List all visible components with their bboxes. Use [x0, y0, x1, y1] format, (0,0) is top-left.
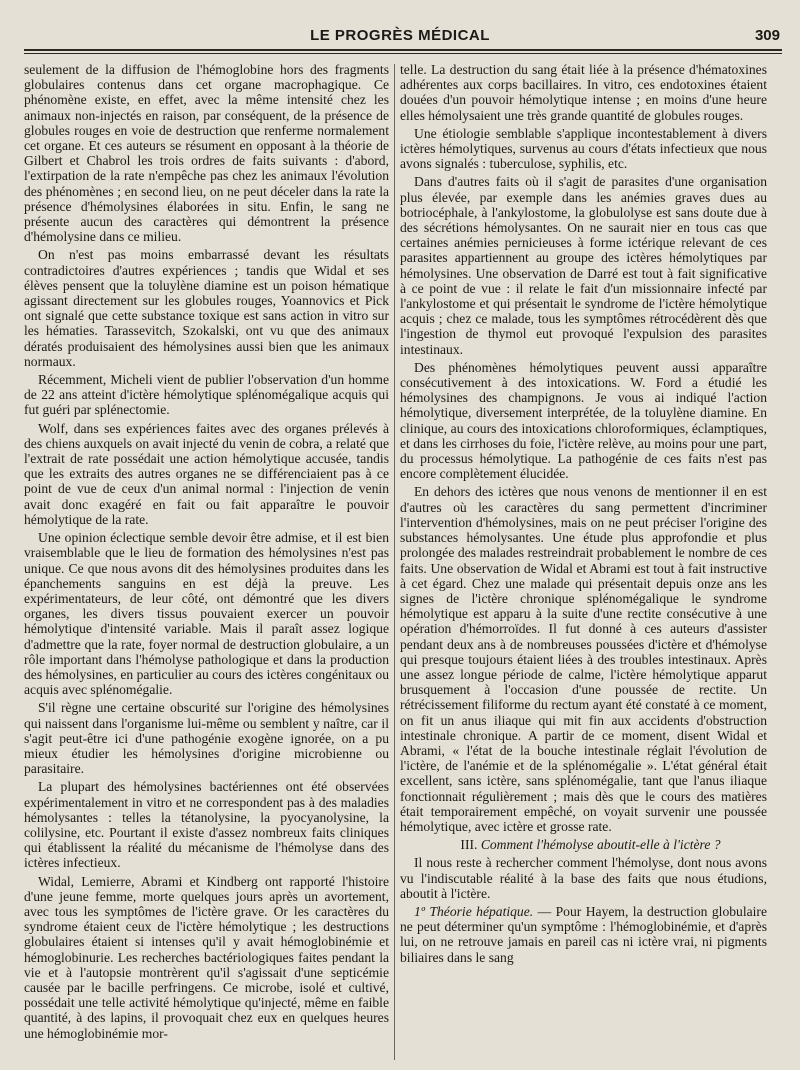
section-heading	[400, 837, 767, 852]
column-divider	[394, 64, 395, 1060]
paragraph: Dans d'autres faits où il s'agit de parasites d'une organisation plus élevée, par exemple dans les anémies graves dues au botriocéphale, à l'ankylostome, la globulolyse est sans doute due à des sécrétions hémolysantes. On ne saurait nier en tous cas que certaines anémies pernicieuses à forme ictérique relevant de ces parasites appartiennent au groupe des ictères hémolytiques par hémolysines. Une observation de Darré est tout à fait significative à ce point de vue : il relate le fait d'un missionnaire infecté par l'ankylostome et qui présentait le syndrome de l'ictère hémolytique acquis ; chez ce malade, tous les symptômes rétrocédèrent dès que l'ingestion de thymol eut provoqué l'expulsion des parasites intestinaux.	[400, 174, 767, 357]
paragraph	[400, 904, 767, 965]
section-number: III.	[460, 837, 478, 853]
paragraph: Des phénomènes hémolytiques peuvent aussi apparaître consécutivement à des intoxications. W. Ford a étudié les hémolysines des champignons. Je vous ai indiqué l'action hémolytique, diversement interprétée, de la toluylène diamine. En clinique, au cours des intoxications chloroformiques, éclamptiques, et dans les cirrhoses du foie, l'ictère relève, au moins pour une part, du processus hémolytique. La pathogénie de ces faits n'est pas encore complètement élucidée.	[400, 359, 767, 482]
paragraph: Une étiologie semblable s'applique incontestablement à divers ictères hémolytiques, survenus au cours d'états infectieux que nous avons signalés : tuberculose, syphilis, etc.	[400, 125, 767, 172]
header-rule	[24, 49, 782, 51]
right-column	[400, 62, 767, 1062]
page-number: 309	[754, 27, 780, 44]
paragraph: La plupart des hémolysines bactériennes ont été observées expérimentalement in vitro et ne correspondent pas à des maladies hémolysantes : telles la tétanolysine, la pyocyanolysine, la colilysine, etc. Pourtant il existe d'assez nombreux faits cliniques qui établissent la réalité du mécanisme de l'hémolyse dans des ictères infectieux.	[24, 779, 389, 871]
paragraph: Une opinion éclectique semble devoir être admise, et il est bien vraisemblable que le lieu de formation des hémolysines n'est pas unique. Ce que nous avons dit des hémolysines produites dans les épanchements sanguins en est déjà la preuve. Les expérimentateurs, de leur côté, ont démontré que les divers organes, les divers tissus pouvaient exercer un pouvoir hémolytique d'intensité variable. Mais il paraît assez logique d'admettre que la rate, foyer normal de destruction globulaire, a un rôle important dans l'hémolyse pathologique et dans la production des hémolysines, en particulier au cours des ictères congénitaux ou acquis avec splénomégalie.	[24, 530, 389, 698]
paragraph: Récemment, Micheli vient de publier l'observation d'un homme de 22 ans atteint d'ictère hémolytique splénomégalique acquis qui fut guéri par splénectomie.	[24, 372, 389, 418]
paragraph: En dehors des ictères que nous venons de mentionner il en est d'autres où les caractères du sang permettent d'incriminer l'intervention d'hémolysines, mais on ne peut préciser l'origine des substances hémolysantes. Une étude plus approfondie et plus prolongée des malades restreindrait probablement le nombre de ces faits. Une observation de Widal et Abrami est tout à fait instructive à cet égard. Chez une malade qui présentait depuis onze ans les signes de l'ictère chronique splénomégalique le syndrome hémolytique est apparu à la suite d'une rectite consécutive à une opération d'hémorroïdes. Il fut donné à ces auteurs d'assister pendant deux ans à de nombreuses poussées d'ictère et d'hémolyse qui presque toujours étaient liées à des troubles intestinaux. Après une assez longue période de calme, l'ictère hémolytique apparut brusquement à l'occasion d'une poussée de rectite. Un rétrécissement filiforme du rectum ayant été constaté à ce moment, on fit un anus iliaque qui mit fin aux accidents d'obstruction intestinale chronique. A partir de ce moment, disent Widal et Abrami, « l'état de la bouche intestinale réglait l'évolution de l'ictère, de l'anémie et de la splénomégalie ». L'état général était excellent, sans ictère, sans splénomégalie, tant que l'anus iliaque fonctionnait régulièrement ; mais dès que le cours des matières était temporairement empêché, on voyait survenir une poussée hémolytique, avec ictère et grosse rate.	[400, 484, 767, 834]
left-column	[24, 62, 389, 1062]
journal-title: LE PROGRÈS MÉDICAL	[310, 27, 490, 44]
section-title: Comment l'hémolyse aboutit-elle à l'ictère ?	[480, 837, 721, 853]
paragraph: On n'est pas moins embarrassé devant les résultats contradictoires d'autres expériences ; tandis que Widal et ses élèves pensent que la toluylène diamine est un poison hématique agissant directement sur les globules rouges, Yoannovics et Pick ont signalé que cette substance toxique est sans action in vitro sur les hématies. Tarassevitch, Szokalski, ont vu que des animaux dératés produisaient des hémolysines aussi bien que les animaux normaux.	[24, 247, 389, 369]
paragraph: seulement de la diffusion de l'hémoglobine hors des fragments globulaires contenus dans cet organe macrophagique. Ce phénomène existe, en effet, avec la même intensité chez les animaux non-injectés en raison, par conséquent, de la présence de globules rouges en voie de destruction que renferme normalement cet organe. Et ces auteurs se résument en opposant à la théorie de Gilbert et Chabrol les trois ordres de faits suivants : d'abord, l'extirpation de la rate n'empêche pas chez les animaux l'évolution des phénomènes ; en second lieu, on ne peut déceler dans la rate la présence d'hémolysines élaborées in situ. Enfin, le sang ne présente aucun des caractères qui démontrent la présence d'hémolysine dans ce milieu.	[24, 62, 389, 245]
subheading: 1º Théorie hépatique.	[414, 903, 534, 919]
paragraph: S'il règne une certaine obscurité sur l'origine des hémolysines qui naissent dans l'organisme lui-même ou semblent y naître, car il s'agit peut-être ici d'une pathogénie exogène ignorée, on a pu mieux étudier les hémolysines d'origine microbienne ou parasitaire.	[24, 700, 389, 777]
paragraph: Widal, Lemierre, Abrami et Kindberg ont rapporté l'histoire d'une jeune femme, morte quelques jours après un avortement, avec tous les symptômes de l'ictère grave. Or les caractères du syndrome étaient ceux de l'ictère hémolytique ; les destructions globulaires étaient si intenses qu'il y avait hémoglobinémie et hémoglobinurie. Les recherches bactériologiques faites pendant la vie et à l'autopsie montrèrent qu'il s'agissait d'une septicémie causée par le bacille perfringens. Ce microbe, isolé et cultivé, possédait une telle activité hémolytique qu'injecté, même en faible quantité, à des lapins, il provoquait chez eux en quelques heures une hémoglobinémie mor-	[24, 873, 389, 1041]
header-rule-thin	[24, 53, 782, 54]
page-header	[0, 0, 800, 62]
paragraph: Wolf, dans ses expériences faites avec des organes prélevés à des chiens auxquels on avait injecté du venin de cobra, a relaté que l'extrait de rate possédait une action hémolytique accusée, tandis que les extraits des autres organes ne se différenciaient pas à ce point de vue de ceux d'un animal normal : l'injection de venin avait donc exagéré en fait ou fait apparaître le pouvoir hémolytique de la rate.	[24, 420, 389, 527]
paragraph: Il nous reste à rechercher comment l'hémolyse, dont nous avons vu l'indiscutable réalité à la base des faits que nous étudions, aboutit à l'ictère.	[400, 855, 767, 901]
paragraph: telle. La destruction du sang était liée à la présence d'hématoxines adhérentes aux corps bacillaires. In vitro, ces endotoxines étaient douées d'un pouvoir hémolytique intense ; en moins d'une heure elles hémolysaient une très grande quantité de globules rouges.	[400, 62, 767, 123]
subheading-text: — Pour Hayem, la destruction globulaire ne peut déterminer qu'un symptôme : l'hémoglobinémie, et d'après lui, on ne retrouve jamais en pareil cas ni ictère vrai, ni pigments biliaires dans le sang	[400, 903, 767, 965]
